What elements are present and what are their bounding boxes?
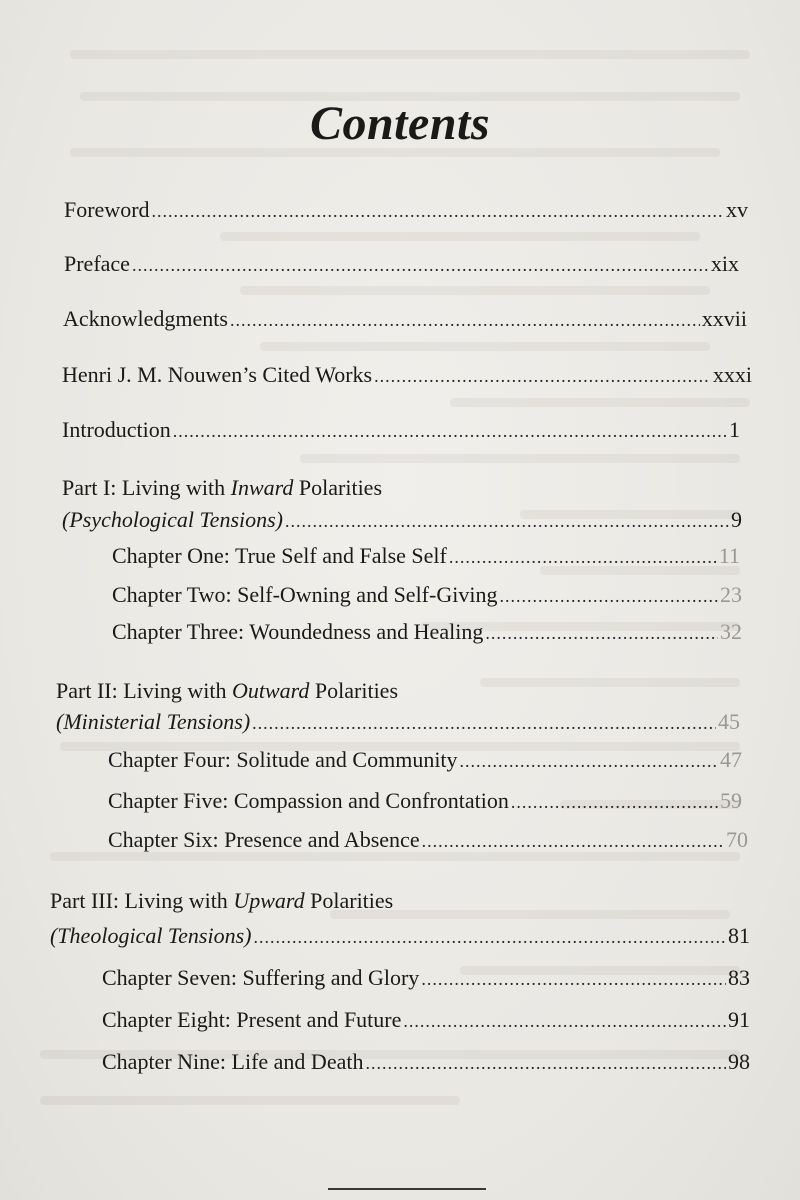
dot-leader (422, 827, 724, 855)
toc-entry-introduction (62, 416, 740, 445)
part-3-title (50, 887, 393, 915)
part-subtitle: (Ministerial Tensions) (56, 709, 251, 734)
toc-label: Chapter Eight: Present and Future (102, 1007, 402, 1032)
part-subtitle: (Psychological Tensions) (62, 507, 283, 532)
part-title-prefix: Part I: Living with (62, 475, 231, 500)
toc-entry-acknowledgments (63, 305, 747, 334)
toc-entry-chapter-2 (112, 581, 742, 610)
part-2-subtitle-entry (56, 708, 740, 737)
toc-entry-chapter-9 (102, 1048, 750, 1077)
toc-page-number: 83 (728, 965, 750, 990)
footer-rule (328, 1188, 486, 1190)
toc-label: Chapter One: True Self and False Self (112, 543, 447, 568)
dot-leader (230, 306, 700, 334)
toc-page-number: xv (726, 197, 748, 222)
part-title-emphasis: Inward (230, 475, 294, 500)
toc-label: Chapter Nine: Life and Death (102, 1049, 364, 1074)
dot-leader (365, 1049, 726, 1077)
toc-page-number: 47 (720, 747, 742, 772)
toc-entry-chapter-7 (102, 964, 750, 993)
dot-leader (252, 709, 716, 737)
dot-leader (421, 965, 726, 993)
toc-label: Henri J. M. Nouwen’s Cited Works (62, 362, 373, 387)
toc-label: Chapter Six: Presence and Absence (108, 827, 420, 852)
part-1-subtitle-entry (62, 506, 742, 535)
dot-leader (253, 923, 726, 951)
part-title-suffix: Polarities (304, 888, 394, 913)
toc-page-number: 11 (718, 543, 740, 568)
toc-label: Chapter Four: Solitude and Community (108, 747, 458, 772)
toc-label: Chapter Seven: Suffering and Glory (102, 965, 420, 990)
toc-page-number: 1 (729, 417, 740, 442)
dot-leader (403, 1007, 726, 1035)
dot-leader (449, 543, 717, 571)
toc-entry-preface (64, 250, 739, 279)
toc-page-number: 91 (728, 1007, 750, 1032)
toc-entry-chapter-5 (108, 787, 742, 816)
toc-page-number: 59 (720, 788, 742, 813)
toc-entry-chapter-6 (108, 826, 748, 855)
toc-label: Acknowledgments (63, 306, 228, 331)
part-title-suffix: Polarities (293, 475, 383, 500)
toc-page-number: 32 (720, 619, 742, 644)
dot-leader (285, 507, 729, 535)
toc-page-number: xxvii (701, 306, 747, 331)
dot-leader (460, 747, 718, 775)
toc-page-number: xix (710, 251, 739, 276)
part-title-emphasis: Upward (233, 888, 305, 913)
toc-page-number: 98 (728, 1049, 750, 1074)
toc-label: Chapter Two: Self-Owning and Self-Giving (112, 582, 498, 607)
toc-label: Introduction (62, 417, 171, 442)
part-title-emphasis: Outward (231, 678, 310, 703)
toc-page-number: 23 (720, 582, 742, 607)
toc-label: Chapter Five: Compassion and Confrontation (108, 788, 509, 813)
toc-entry-cited-works (62, 361, 752, 390)
toc-entry-chapter-3 (112, 618, 742, 647)
dot-leader (485, 619, 718, 647)
toc-label: Preface (64, 251, 130, 276)
part-2-title (56, 677, 398, 705)
part-title-suffix: Polarities (309, 678, 399, 703)
toc-entry-chapter-1 (112, 542, 740, 571)
toc-entry-chapter-4 (108, 746, 742, 775)
part-1-title (62, 474, 382, 502)
dot-leader (152, 197, 724, 225)
toc-entry-foreword (64, 196, 748, 225)
dot-leader (374, 362, 711, 390)
dot-leader (132, 251, 709, 279)
page-title: Contents (309, 97, 491, 150)
part-title-prefix: Part III: Living with (50, 888, 234, 913)
toc-page-number: 81 (728, 923, 750, 948)
toc-page-number: 70 (726, 827, 748, 852)
toc-page-number: xxxi (712, 362, 752, 387)
toc-label: Foreword (64, 197, 150, 222)
dot-leader (511, 788, 718, 816)
part-3-subtitle-entry (50, 922, 750, 951)
part-subtitle: (Theological Tensions) (50, 923, 252, 948)
toc-page-number: 9 (731, 507, 742, 532)
dot-leader (499, 582, 718, 610)
toc-page-number: 45 (718, 709, 740, 734)
toc-entry-chapter-8 (102, 1006, 750, 1035)
toc-label: Chapter Three: Woundedness and Healing (112, 619, 484, 644)
dot-leader (173, 417, 727, 445)
part-title-prefix: Part II: Living with (56, 678, 232, 703)
